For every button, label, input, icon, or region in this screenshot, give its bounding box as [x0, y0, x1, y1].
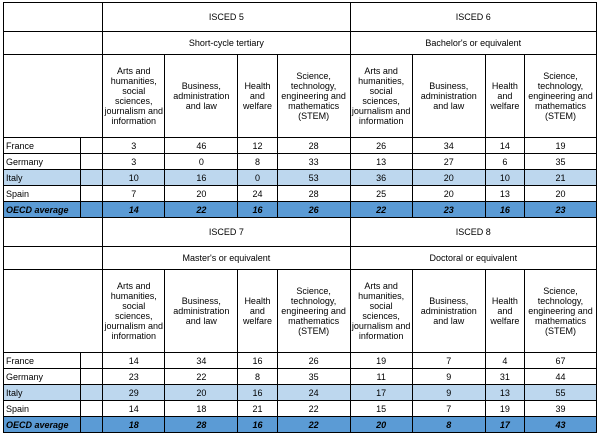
spacer-cell: [81, 353, 103, 369]
value-cell: 16: [238, 417, 277, 433]
corner-cell: [4, 270, 103, 353]
value-cell: 10: [103, 170, 165, 186]
average-row: [4, 202, 597, 218]
spacer-cell: [81, 186, 103, 202]
value-cell: 34: [165, 353, 238, 369]
value-cell: 14: [103, 353, 165, 369]
value-cell: 16: [165, 170, 238, 186]
country-label: OECD average: [4, 202, 81, 218]
corner-cell: [4, 218, 103, 247]
value-cell: 20: [165, 186, 238, 202]
field-header: Business, administration and law: [165, 270, 238, 353]
value-cell: 23: [524, 202, 596, 218]
value-cell: 4: [485, 353, 524, 369]
table-row: [4, 138, 597, 154]
value-cell: 29: [103, 385, 165, 401]
value-cell: 36: [350, 170, 412, 186]
value-cell: 22: [165, 369, 238, 385]
value-cell: 20: [412, 186, 485, 202]
country-label: France: [4, 353, 81, 369]
value-cell: 20: [524, 186, 596, 202]
spacer-cell: [81, 385, 103, 401]
value-cell: 7: [103, 186, 165, 202]
table-block-1: [4, 3, 597, 218]
value-cell: 9: [412, 369, 485, 385]
value-cell: 20: [350, 417, 412, 433]
field-header: Business, administration and law: [412, 55, 485, 138]
value-cell: 13: [350, 154, 412, 170]
value-cell: 22: [350, 202, 412, 218]
level-header: ISCED 5: [103, 3, 350, 32]
field-header: Science, technology, engineering and mathematics (STEM): [277, 270, 350, 353]
value-cell: 16: [238, 202, 277, 218]
value-cell: 33: [277, 154, 350, 170]
programme-header: Short-cycle tertiary: [103, 32, 350, 55]
spacer-cell: [81, 170, 103, 186]
value-cell: 18: [165, 401, 238, 417]
value-cell: 7: [412, 353, 485, 369]
level-header: ISCED 8: [350, 218, 596, 247]
value-cell: 6: [485, 154, 524, 170]
value-cell: 39: [524, 401, 596, 417]
value-cell: 19: [350, 353, 412, 369]
country-label: Spain: [4, 186, 81, 202]
table-row: [4, 401, 597, 417]
tertiary-field-distribution-table: [3, 2, 597, 433]
value-cell: 18: [103, 417, 165, 433]
value-cell: 35: [277, 369, 350, 385]
field-header: Arts and humanities, social sciences, journalism and information: [103, 270, 165, 353]
spacer-cell: [81, 154, 103, 170]
country-label: Germany: [4, 369, 81, 385]
table-row: [4, 154, 597, 170]
field-header: Arts and humanities, social sciences, journalism and information: [350, 55, 412, 138]
value-cell: 10: [485, 170, 524, 186]
value-cell: 21: [238, 401, 277, 417]
value-cell: 28: [165, 417, 238, 433]
value-cell: 15: [350, 401, 412, 417]
value-cell: 31: [485, 369, 524, 385]
table-row: [4, 369, 597, 385]
value-cell: 8: [412, 417, 485, 433]
table-row: [4, 385, 597, 401]
value-cell: 13: [485, 186, 524, 202]
field-header: Health and welfare: [485, 270, 524, 353]
country-label: Italy: [4, 170, 81, 186]
value-cell: 0: [238, 170, 277, 186]
value-cell: 17: [350, 385, 412, 401]
table-row: [4, 186, 597, 202]
table-row: [4, 353, 597, 369]
value-cell: 35: [524, 154, 596, 170]
table-row: [4, 170, 597, 186]
value-cell: 14: [103, 401, 165, 417]
value-cell: 13: [485, 385, 524, 401]
field-header: Science, technology, engineering and mathematics (STEM): [524, 270, 596, 353]
value-cell: 3: [103, 154, 165, 170]
table-block-2: [4, 218, 597, 433]
value-cell: 53: [277, 170, 350, 186]
value-cell: 16: [238, 385, 277, 401]
corner-cell: [4, 55, 103, 138]
value-cell: 23: [103, 369, 165, 385]
country-label: Spain: [4, 401, 81, 417]
value-cell: 25: [350, 186, 412, 202]
value-cell: 11: [350, 369, 412, 385]
spacer-cell: [81, 202, 103, 218]
programme-header: Doctoral or equivalent: [350, 247, 596, 270]
level-header: ISCED 7: [103, 218, 350, 247]
value-cell: 34: [412, 138, 485, 154]
programme-header: Bachelor's or equivalent: [350, 32, 596, 55]
field-header: Science, technology, engineering and mathematics (STEM): [524, 55, 596, 138]
country-label: Italy: [4, 385, 81, 401]
value-cell: 20: [412, 170, 485, 186]
spacer-cell: [81, 138, 103, 154]
value-cell: 22: [165, 202, 238, 218]
spacer-cell: [81, 369, 103, 385]
value-cell: 22: [277, 401, 350, 417]
field-header: Arts and humanities, social sciences, journalism and information: [350, 270, 412, 353]
value-cell: 28: [277, 186, 350, 202]
value-cell: 14: [103, 202, 165, 218]
value-cell: 23: [412, 202, 485, 218]
field-header: Business, administration and law: [412, 270, 485, 353]
value-cell: 24: [277, 385, 350, 401]
value-cell: 9: [412, 385, 485, 401]
spacer-cell: [81, 401, 103, 417]
country-label: OECD average: [4, 417, 81, 433]
value-cell: 16: [238, 353, 277, 369]
field-header: Arts and humanities, social sciences, journalism and information: [103, 55, 165, 138]
corner-cell: [4, 247, 103, 270]
value-cell: 46: [165, 138, 238, 154]
value-cell: 27: [412, 154, 485, 170]
value-cell: 43: [524, 417, 596, 433]
value-cell: 26: [277, 353, 350, 369]
value-cell: 19: [485, 401, 524, 417]
value-cell: 55: [524, 385, 596, 401]
field-header: Health and welfare: [238, 270, 277, 353]
value-cell: 17: [485, 417, 524, 433]
value-cell: 19: [524, 138, 596, 154]
country-label: France: [4, 138, 81, 154]
value-cell: 67: [524, 353, 596, 369]
value-cell: 24: [238, 186, 277, 202]
average-row: [4, 417, 597, 433]
field-header: Health and welfare: [238, 55, 277, 138]
value-cell: 8: [238, 369, 277, 385]
field-header: Health and welfare: [485, 55, 524, 138]
value-cell: 44: [524, 369, 596, 385]
value-cell: 3: [103, 138, 165, 154]
value-cell: 28: [277, 138, 350, 154]
country-label: Germany: [4, 154, 81, 170]
field-header: Science, technology, engineering and mathematics (STEM): [277, 55, 350, 138]
field-header: Business, administration and law: [165, 55, 238, 138]
corner-cell: [4, 3, 103, 32]
corner-cell: [4, 32, 103, 55]
spacer-cell: [81, 417, 103, 433]
programme-header: Master's or equivalent: [103, 247, 350, 270]
value-cell: 21: [524, 170, 596, 186]
level-header: ISCED 6: [350, 3, 596, 32]
value-cell: 22: [277, 417, 350, 433]
value-cell: 8: [238, 154, 277, 170]
value-cell: 0: [165, 154, 238, 170]
value-cell: 26: [350, 138, 412, 154]
value-cell: 16: [485, 202, 524, 218]
value-cell: 12: [238, 138, 277, 154]
value-cell: 20: [165, 385, 238, 401]
value-cell: 14: [485, 138, 524, 154]
value-cell: 26: [277, 202, 350, 218]
value-cell: 7: [412, 401, 485, 417]
